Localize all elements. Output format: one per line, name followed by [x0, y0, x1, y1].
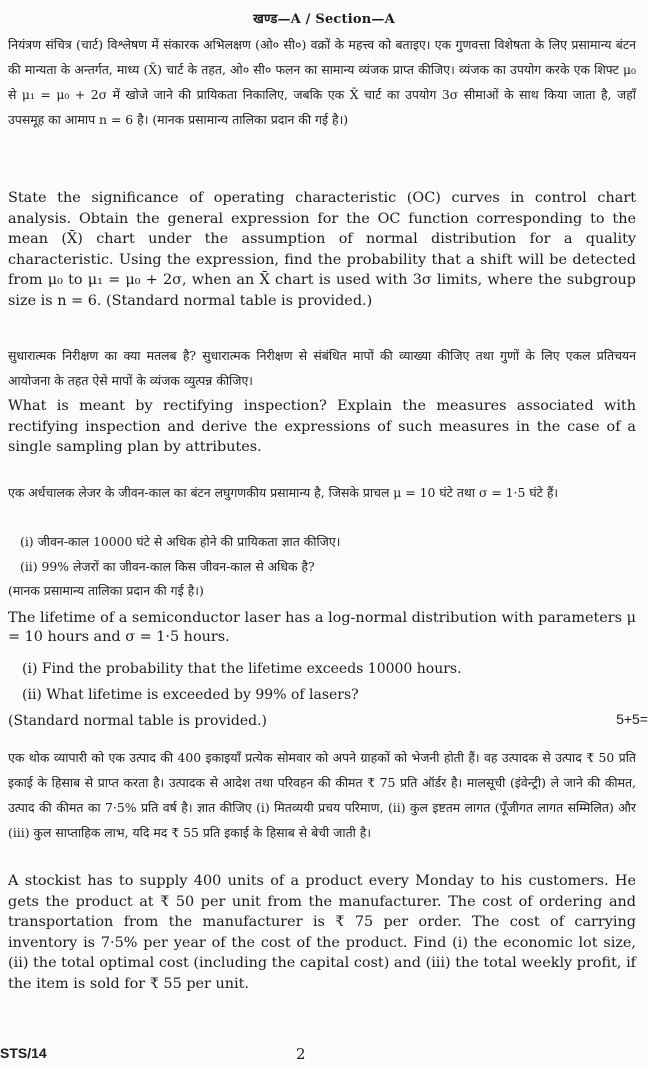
q3-hindi-note: (मानक प्रसामान्य तालिका प्रदान की गई है।)	[8, 583, 204, 598]
q3-english-note: (Standard normal table is provided.)	[8, 713, 267, 729]
q4-hindi-text: एक थोक व्यापारी को एक उत्पाद की 400 इकाइयाँ प्रत्येक सोमवार को अपने ग्राहकों को भेजनी होती हैं। वह उत्पादक से उत्पाद ₹ 50 प्रति इकाई के हिसाब से प्राप्त करता है। उत्पादक से आदेश तथा परिवहन की कीमत ₹ 75 प्रति ऑर्डर है। मालसूची (इंवेन्ट्री) ले जाने की कीमत, उत्पाद की कीमत का 7·5% प्रति वर्ष है। ज्ञात कीजिए (i) मितव्ययी प्रचय परिमाण, (ii) कुल इष्टतम लागत (पूँजीगत लागत सम्मिलित) और (iii) कुल साप्ताहिक लाभ, यदि मद ₹ 55 प्रति इकाई के हिसाब से बेची जाती है।	[8, 750, 636, 840]
q3-english-part-ii: (ii) What lifetime is exceeded by 99% of lasers?	[22, 687, 359, 703]
q2-hindi-text: सुधारात्मक निरीक्षण का क्या मतलब है? सुधारात्मक निरीक्षण से संबंधित मापों की व्याख्या कीजिए तथा गुणों के लिए एकल प्रतिचयन आयोजना के तहत ऐसे मापों के व्यंजक व्युत्पन्न कीजिए।	[8, 348, 636, 388]
q1-hindi-text: नियंत्रण संचित्र (चार्ट) विश्लेषण में संकारक अभिलक्षण (ओ० सी०) वक्रों के महत्त्व को बताइए। एक गुणवत्ता विशेषता के लिए प्रसामान्य बंटन की मान्यता के अन्तर्गत, माध्य (X̄) चार्ट के तहत, ओ० सी० फलन का सामान्य व्यंजक प्राप्त कीजिए। व्यंजक का उपयोग करके एक शिफ्ट μ₀ से μ₁ = μ₀ + 2σ में खोजे जाने की प्रायिकता निकालिए, जबकि एक X̄ चार्ट का उपयोग 3σ सीमाओं के साथ किया जाता है, जहाँ उपसमूह का आमाप n = 6 है। (मानक प्रसामान्य तालिका प्रदान की गई है।)	[8, 37, 636, 127]
q4-english-text: A stockist has to supply 400 units of a product every Monday to his customers. He gets the product at ₹ 50 per unit from the manufacturer. The cost of ordering and transportation from the manufacturer is ₹ 75 per order. The cost of carrying inventory is 7·5% per year of the cost of the product. Find (i) the economic lot size, (ii) the total optimal cost (including the capital cost) and (iii) the total weekly profit, if the item is sold for ₹ 55 per unit.	[8, 873, 636, 992]
page-number: 2	[296, 1045, 306, 1063]
q3-hindi-part-ii: (ii) 99% लेजरों का जीवन-काल किस जीवन-काल से अधिक है?	[20, 559, 315, 574]
section-header: खण्ड—A / Section—A	[253, 12, 395, 27]
q3-english-text: The lifetime of a semiconductor laser has a log-normal distribution with parameters μ = 10 hours and σ = 1·5 hours.	[8, 610, 636, 645]
q3-english-part-i: (i) Find the probability that the lifetime exceeds 10000 hours.	[22, 661, 462, 677]
paper-code: STS/14	[0, 1045, 47, 1061]
marks-label: 5+5=	[616, 711, 648, 727]
q3-hindi-text: एक अर्धचालक लेजर के जीवन-काल का बंटन लघुगणकीय प्रसामान्य है, जिसके प्राचल μ = 10 घंटे तथा σ = 1·5 घंटे हैं।	[8, 485, 559, 500]
q2-english-text: What is meant by rectifying inspection? Explain the measures associated with rectifying inspection and derive the expressions of such measures in the case of a single sampling plan by attributes.	[8, 398, 636, 455]
q3-hindi-part-i: (i) जीवन-काल 10000 घंटे से अधिक होने की प्रायिकता ज्ञात कीजिए।	[20, 534, 341, 549]
q1-english-text: State the significance of operating characteristic (OC) curves in control chart analysis. Obtain the general expression for the OC function corresponding to the mean (X̄) chart under the assumption of normal distribution for a quality characteristic. Using the expression, find the probability that a shift will be detected from μ₀ to μ₁ = μ₀ + 2σ, when an X̄ chart is used with 3σ limits, where the subgroup size is n = 6. (Standard normal table is provided.)	[8, 190, 636, 309]
